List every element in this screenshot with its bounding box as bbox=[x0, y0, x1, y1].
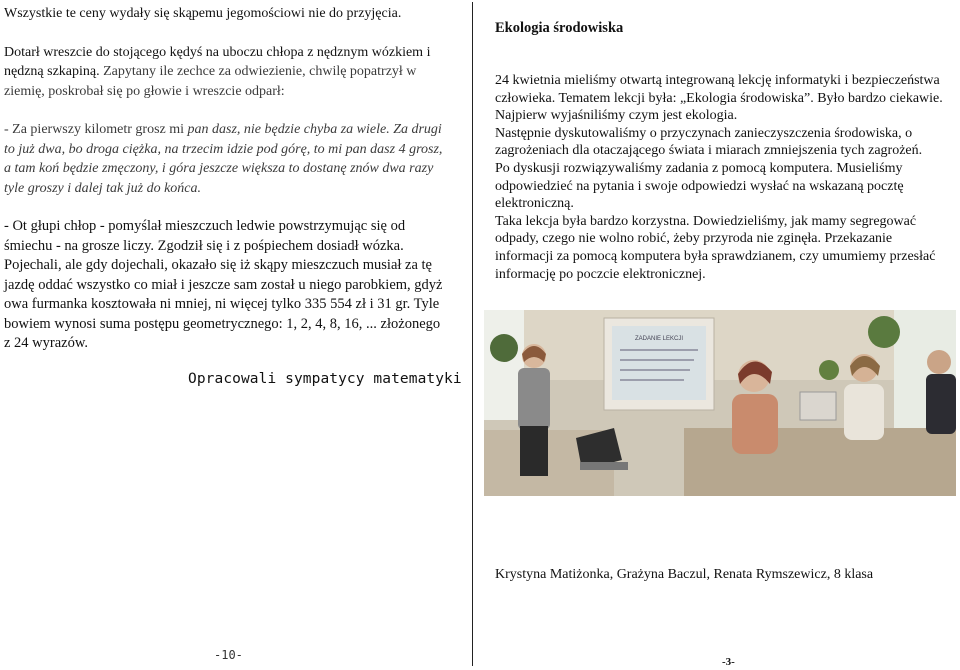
paragraph-4: - Ot głupi chłop - pomyślał mieszczuch ledwie powstrzymując się od śmiechu - na grosze liczy. Zgodził się i z pośpiechem dosiadł wózka. Pojechali, ale gdy dojechali, okazało się iż skąpy mieszczuch musiał za tę jazdę oddać wszystko co miał i jeszcze sam został u niego parobkiem, gdyż owa furmanka kosztowała ni mniej, ni więcej tylko 335 554 zł i 31 gr. Tyle bowiem wynosi suma postępu geometrycznego: 1, 2, 4, 8, 16, ... złożonego z 24 wyrazów. bbox=[4, 218, 443, 351]
left-column bbox=[4, 4, 450, 354]
article-paragraph: Taka lekcja była bardzo korzystna. Dowiedzieliśmy, jak mamy segregować odpady, czego nie wolno robić, żeby przyroda nie zginęła. Przekazanie informacji za pomocą komputera była sprawdzianem, czy umumiemy przesłać informację po poczcie elektronicznej. bbox=[495, 213, 936, 282]
article-paragraph: 24 kwietnia mieliśmy otwartą integrowaną lekcję informatyki i bezpieczeństwa człowieka. Tematem lekcji była: „Ekologia środowiska”. Było bardzo ciekawie. Najpierw wyjaśniliśmy czym jest ekologia. bbox=[495, 73, 943, 124]
projection-title: ZADANIE LEKCJI bbox=[634, 336, 684, 342]
article-paragraph: Po dyskusji rozwiązywaliśmy zadania z pomocą komputera. Musieliśmy odpowiedzieć na pytania i swoje odpowiedzi wysłać na wskazaną pocztę elektroniczną. bbox=[495, 160, 904, 212]
column-divider bbox=[472, 2, 473, 666]
paragraph-2-part-1: Dotarł wreszcie do stojącego kędyś na uboczu chłopa z nędznym wózkiem i nędzną szkapiną. bbox=[4, 44, 431, 79]
article-body bbox=[495, 72, 950, 283]
paragraph-2 bbox=[4, 43, 450, 102]
classroom-photo bbox=[484, 310, 956, 496]
paragraph-3-part-1: - Za pierwszy kilometr grosz mi bbox=[4, 122, 188, 137]
paragraph-1: Wszystkie te ceny wydały się skąpemu jegomościowi nie do przyjęcia. bbox=[4, 6, 402, 21]
paragraph-3-part-2: pan dasz, nie będzie chyba za wiele. Za drugi to już dwa, bo droga ciężka, na trzecim idzie pod górę, to mi pan dasz 4 grosz, a tam koń będzie zmęczony, i góra jeszcze większa to dostanę znów dwa razy tyle groszy i dalej tak już do końca. bbox=[4, 122, 443, 196]
page-number-right: -3- bbox=[722, 656, 735, 668]
signature: Opracowali sympatycy matematyki bbox=[188, 371, 462, 387]
article-authors: Krystyna Matiżonka, Grażyna Baczul, Renata Rymszewicz, 8 klasa bbox=[495, 567, 874, 582]
page-number-left: -10- bbox=[214, 648, 243, 662]
article-heading: Ekologia środowiska bbox=[495, 20, 624, 36]
paragraph-2-part-2: Zapytany ile zechce za odwiezienie, chwilę popatrzył w ziemię, poskrobał się po głowie i wreszcie odparł: bbox=[4, 64, 417, 99]
paragraph-3 bbox=[4, 120, 450, 198]
article-paragraph: Następnie dyskutowaliśmy o przyczynach zanieczyszczenia środowiska, o zagrożeniach dla otaczającego świata i miarach zmniejszenia tych zagrożeń. bbox=[495, 125, 923, 159]
